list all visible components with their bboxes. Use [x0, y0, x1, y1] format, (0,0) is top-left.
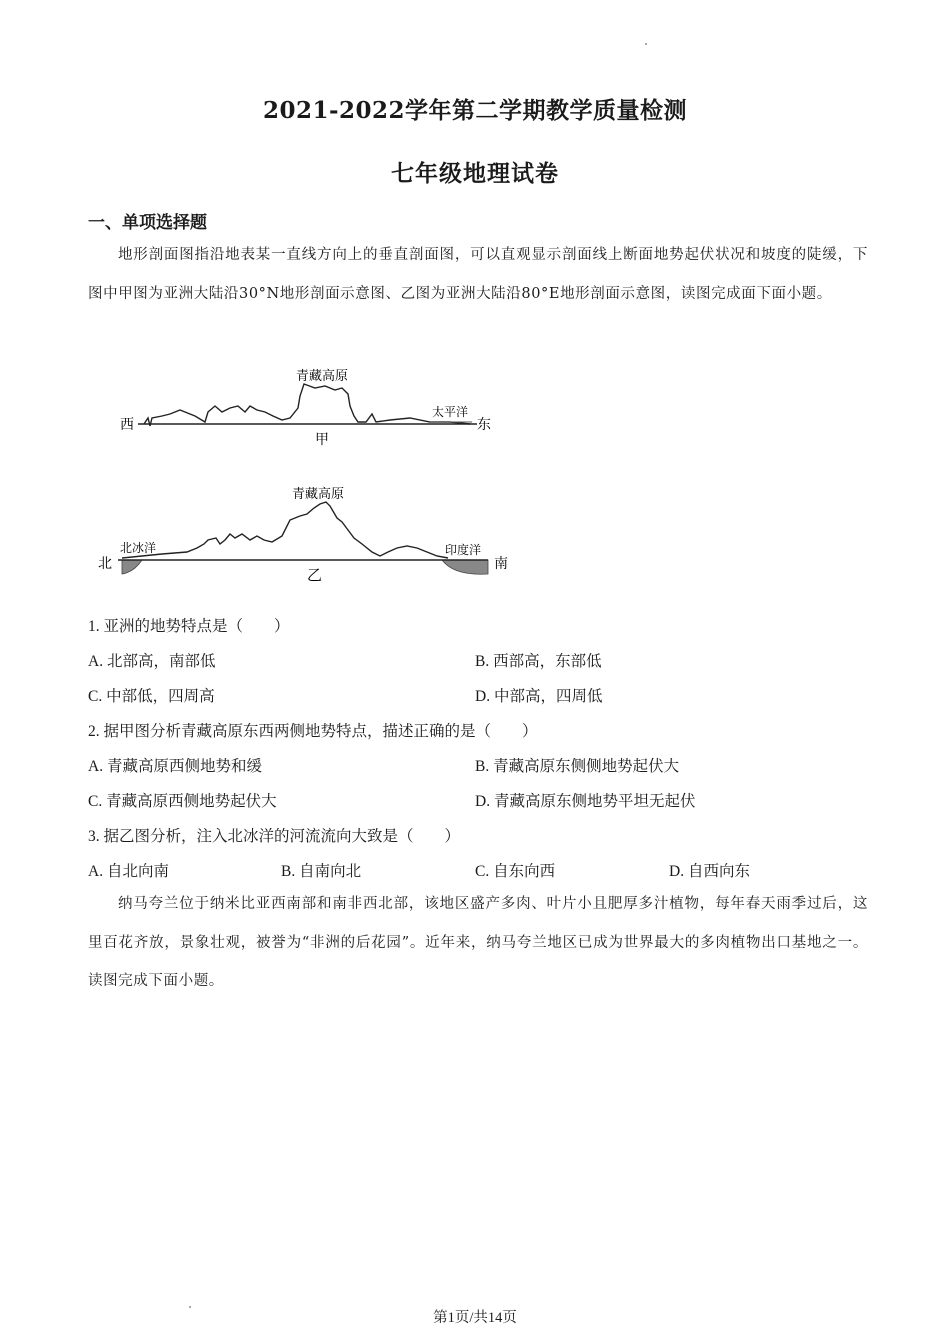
yi-peak-label: 青藏高原	[292, 487, 345, 502]
q3-option-d: D. 自西向东	[669, 863, 750, 880]
west-label: 西	[120, 417, 134, 433]
yi-caption: 乙	[307, 566, 323, 584]
yi-arctic-label: 北冰洋	[120, 541, 157, 555]
question-3-stem: 3. 据乙图分析，注入北冰洋的河流流向大致是（ ）	[88, 828, 461, 845]
q1-option-c: C. 中部低，四周高	[88, 688, 215, 705]
q3-option-c: C. 自东向西	[475, 863, 556, 880]
q2-option-d: D. 青藏高原东侧地势平坦无起伏	[475, 793, 696, 810]
south-label: 南	[494, 556, 508, 572]
jia-caption: 甲	[315, 432, 329, 448]
jia-peak-label: 青藏高原	[296, 369, 349, 384]
indian-ocean-shape	[442, 560, 488, 574]
exam-title: 2021-2022学年第二学期教学质量检测	[262, 97, 688, 124]
q1-option-b: B. 西部高，东部低	[475, 653, 602, 670]
yi-indian-label: 印度洋	[445, 543, 482, 557]
arctic-ocean-shape	[122, 560, 142, 574]
q3-option-b: B. 自南向北	[281, 863, 362, 880]
section-heading: 一、单项选择题	[88, 213, 207, 233]
figure-jia-profile	[110, 360, 510, 450]
q2-option-b: B. 青藏高原东侧侧地势起伏大	[475, 758, 680, 775]
q1-option-a: A. 北部高，南部低	[88, 653, 216, 670]
north-label: 北	[98, 556, 112, 572]
page-footer: 第1页/共14页	[433, 1310, 517, 1326]
q1-option-d: D. 中部高，四周低	[475, 688, 603, 705]
scan-speck	[645, 43, 647, 45]
q3-option-a: A. 自北向南	[88, 863, 169, 880]
q2-option-c: C. 青藏高原西侧地势起伏大	[88, 793, 277, 810]
figure-yi-profile	[92, 480, 517, 585]
intro-paragraph: 地形剖面图指沿地表某一直线方向上的垂直剖面图，可以直观显示剖面线上断面地势起伏状况和坡度的陡缓，下图中甲图为亚洲大陆沿30°N地形剖面示意图、乙图为亚洲大陆沿80°E地形剖面示意图，读图完成面下面小题。	[88, 247, 868, 302]
exam-subtitle: 七年级地理试卷	[391, 160, 559, 187]
question-2-stem: 2. 据甲图分析青藏高原东西两侧地势特点，描述正确的是（ ）	[88, 723, 538, 740]
passage-2: 纳马夸兰位于纳米比亚西南部和南非西北部，该地区盛产多肉、叶片小且肥厚多汁植物，每年春天雨季过后，这里百花齐放，景象壮观，被誉为“非洲的后花园”。近年来，纳马夸兰地区已成为世界最大的多肉植物出口基地之一。读图完成下面小题。	[88, 896, 868, 989]
q2-option-a: A. 青藏高原西侧地势和缓	[88, 758, 262, 775]
east-label: 东	[477, 417, 491, 433]
question-1-stem: 1. 亚洲的地势特点是（ ）	[88, 618, 290, 635]
jia-ocean-label: 太平洋	[432, 405, 469, 419]
